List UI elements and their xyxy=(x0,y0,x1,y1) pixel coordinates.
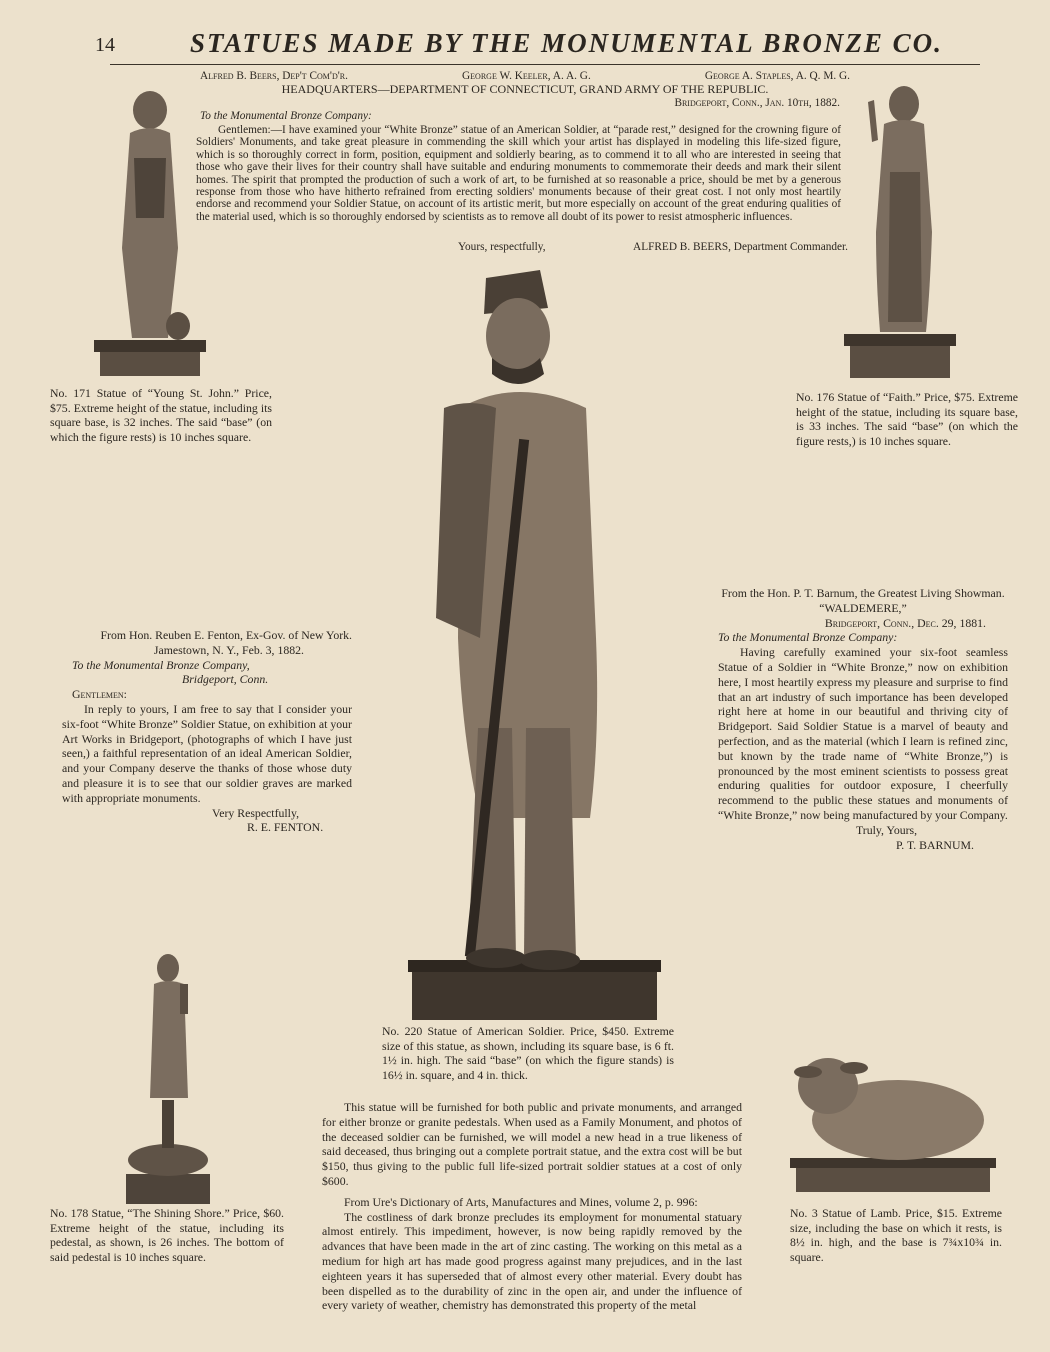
soldier-caption: No. 220 Statue of American Soldier. Price, $450. Extreme size of this statue, as shown, including its square base, is 6 ft. 1½ in. high. The said “base” (on which the figure stands) is 16½ in. square, and 4 in. thick. xyxy=(382,1024,674,1082)
page-number: 14 xyxy=(95,34,115,56)
officer-3: George A. Staples, A. Q. M. G. xyxy=(704,70,850,82)
beers-signoff xyxy=(458,241,848,253)
soldier-paragraph: This statue will be furnished for both public and private monuments, and arranged for either bronze or granite pedestals. When used as a Family Monument, and photos of the deceased soldier can be furnished, we will model a new head in a true likeness of said deceased, thus bringing out a complete portrait statue, and the extra cost will be but $150, thus giving to the public full life-sized portrait soldier statues at a cost of only $600. xyxy=(322,1100,742,1188)
fenton-salutation: Gentlemen: xyxy=(72,687,127,702)
barnum-signature: P. T. BARNUM. xyxy=(896,837,974,852)
header-rule xyxy=(110,64,980,65)
faith-statue-image xyxy=(840,82,960,382)
barnum-closing: Truly, Yours, xyxy=(856,822,918,837)
page-title: STATUES MADE BY THE MONUMENTAL BRONZE CO. xyxy=(190,28,943,58)
barnum-place: “WALDEMERE,” xyxy=(819,600,907,615)
soldier-text xyxy=(322,1100,742,1313)
fenton-body: In reply to yours, I am free to say that I consider your six-foot “White Bronze” Soldier Statue, on exhibition at your Art Works in Bridgeport, (photographs of which I have just seen,) a faithful representation of an ideal American Soldier, and your Company deserve the thanks of those whose duty and pleasure it is to see that our soldier graves are marked with appropriate monuments. xyxy=(62,701,352,805)
beers-letter-body: Gentlemen:—I have examined your “White Bronze” statue of an American Soldier, at “parade rest,” designed for the crowning figure of Soldiers' Monuments, and take great pleasure in commending the skill which your artist has displayed in modeling this life-sized figure, which is so thoroughly correct in form, position, equipment and soldierly bearing, as to commend it to all who are interested in seeing that those who gave their lives for their country shall have suitable and enduring monuments to commemorate their deeds and mark their silent homes. The spirit that prompted the production of such a work of art, to be furnished at so reasonable a price, should be met by a generous response from those who have hitherto refrained from erecting soldiers' monuments because of their great cost. I not only most heartily endorse and recommend your Soldier Statue, on account of its artistic merit, but more especially on account of the great enduring qualities of the material used, which is so thoroughly endorsed by scientists as to remove all doubt of its power to resist atmospheric influences. xyxy=(196,124,841,223)
fenton-signature: R. E. FENTON. xyxy=(247,820,324,835)
soldier-statue-image xyxy=(400,258,665,1023)
beers-signature: ALFRED B. BEERS, Department Commander. xyxy=(633,241,848,253)
barnum-letter xyxy=(718,586,1008,852)
lamb-caption: No. 3 Statue of Lamb. Price, $15. Extreme size, including the base on which it rests, is 8½ in. high, and the base is 7¾x10¾ in. square. xyxy=(790,1206,1002,1264)
st-john-statue-image xyxy=(90,88,210,378)
officer-2: George W. Keeler, A. A. G. xyxy=(462,70,591,82)
headquarters-line: HEADQUARTERS—DEPARTMENT OF CONNECTICUT, GRAND ARMY OF THE REPUBLIC. xyxy=(281,82,769,96)
faith-caption: No. 176 Statue of “Faith.” Price, $75. Extreme height of the statue, including its square base, is 33 inches. The said “base” (on which the figure rests,) is 10 inches square. xyxy=(796,390,1018,448)
shining-shore-statue-image xyxy=(118,948,218,1206)
barnum-from: From the Hon. P. T. Barnum, the Greatest Living Showman. xyxy=(721,586,1005,600)
beers-salutation: To the Monumental Bronze Company: xyxy=(200,110,372,122)
fenton-dateline: Jamestown, N. Y., Feb. 3, 1882. xyxy=(153,642,304,657)
fenton-letter xyxy=(52,628,352,835)
officer-1: Alfred B. Beers, Dep't Com'd'r. xyxy=(200,70,348,82)
beers-dateline: Bridgeport, Conn., Jan. 10th, 1882. xyxy=(674,97,840,109)
st-john-caption: No. 171 Statue of “Young St. John.” Price, $75. Extreme height of the statue, including its square base, is 32 inches. The said “base” (on which the figure rests) is 10 inches square. xyxy=(50,386,272,444)
barnum-body: Having carefully examined your six-foot seamless Statue of a Soldier in “White Bronze,” now on exhibition here, I most heartily express my pleasure and surprise to find that an art industry of such importance has been developed right here at home in our beautiful and thriving city of Bridgeport. Said Soldier Statue is a marvel of beauty and perfection, and as the material (which I learn is refined zinc, but known by the trade name of “White Bronze,”) is pronounced by the most eminent scientists to possess great enduring qualities for outdoor exposure, I cheerfully recommend to the public these statues and monuments of “White Bronze,” now being manufactured by your Company. xyxy=(718,645,1008,822)
ure-body: The costliness of dark bronze precludes its employment for monumental statuary almost entirely. This impediment, however, is now being rapidly removed by the advances that have been made in the art of zinc casting. The working on this metal as a medium for high art has made good progress against many prejudices, and in the last eighteen years it has superseded that of almost every other material. Every doubt has been dispelled as to the durability of zinc in the open air, and under the influence of every variety of weather, chemistry has demonstrated this property of the metal xyxy=(322,1209,742,1313)
lamb-statue-image xyxy=(782,1042,1004,1196)
ure-intro: From Ure's Dictionary of Arts, Manufactures and Mines, volume 2, p. 996: xyxy=(344,1194,698,1209)
fenton-from: From Hon. Reuben E. Fenton, Ex-Gov. of New York. xyxy=(100,628,352,642)
barnum-dateline: Bridgeport, Conn., Dec. 29, 1881. xyxy=(824,615,986,630)
shining-shore-caption: No. 178 Statue, “The Shining Shore.” Price, $60. Extreme height of the statue, including its pedestal, as shown, is 26 inches. The bottom of said pedestal is 10 inches square. xyxy=(50,1206,284,1264)
fenton-to-place: Bridgeport, Conn. xyxy=(182,672,269,687)
fenton-closing: Very Respectfully, xyxy=(212,805,300,820)
officers-line xyxy=(200,70,850,82)
beers-closing: Yours, respectfully, xyxy=(458,241,546,253)
fenton-to: To the Monumental Bronze Company, xyxy=(72,657,250,672)
barnum-to: To the Monumental Bronze Company: xyxy=(718,630,898,645)
